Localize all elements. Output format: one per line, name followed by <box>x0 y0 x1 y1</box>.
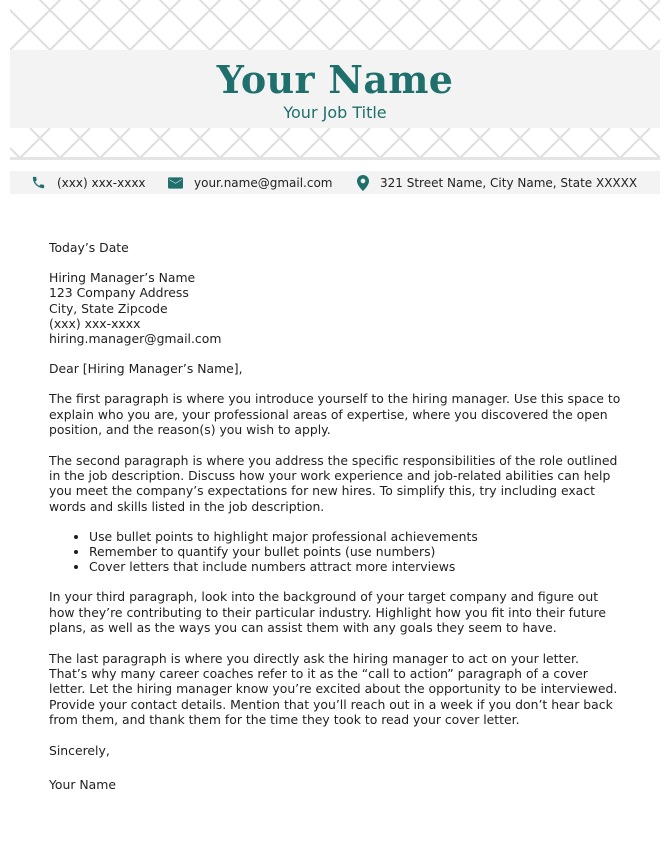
contact-email <box>168 171 333 194</box>
paragraph-company: In your third paragraph, look into the background of your target company and figure out how they’re contributing to their particular industry. Highlight how you fit into their future plans, as well as the ways you can assist them with any goals they seem to have. <box>49 589 606 635</box>
signature-name: Your Name <box>49 777 116 793</box>
name-box <box>10 50 660 128</box>
list-item: • Use bullet points to highlight major professional achievements <box>89 529 621 544</box>
list-item: • Cover letters that include numbers attract more interviews <box>89 559 621 574</box>
header-divider <box>10 157 660 160</box>
closing: Sincerely, <box>49 743 110 759</box>
letter-body <box>49 240 621 792</box>
paragraph-intro: The first paragraph is where you introduce yourself to the hiring manager. Use this space to explain who you are, your professional areas of expertise, where you discovered the open position, and the reason(s) you wish to apply. <box>49 391 621 437</box>
paragraph-responsibilities: The second paragraph is where you address the specific responsibilities of the role outlined in the job description. Discuss how your work experience and job-related abilities can help you meet the company’s expectations for new hires. To simplify this, try including exact words and skills listed in the job description. <box>49 453 618 514</box>
achievement-list <box>49 529 621 575</box>
letter-date: Today’s Date <box>49 240 129 255</box>
recipient-city: City, State Zipcode <box>49 300 168 316</box>
recipient-phone: (xxx) xxx-xxxx <box>49 315 141 331</box>
phone-icon <box>31 175 46 190</box>
salutation: Dear [Hiring Manager’s Name], <box>49 361 243 377</box>
recipient-address: 123 Company Address <box>49 285 189 301</box>
address-text: 321 Street Name, City Name, State XXXXX <box>380 175 638 190</box>
envelope-icon <box>168 177 183 189</box>
header-band <box>10 0 660 158</box>
email-text: your.name@gmail.com <box>194 175 333 190</box>
map-pin-icon <box>357 175 369 191</box>
contact-address <box>357 171 637 194</box>
contact-phone <box>31 171 146 194</box>
job-title: Your Job Title <box>283 103 387 122</box>
recipient-name: Hiring Manager’s Name <box>49 270 196 286</box>
phone-text: (xxx) xxx-xxxx <box>57 175 146 190</box>
recipient-block <box>49 270 621 346</box>
list-item: • Remember to quantify your bullet points (use numbers) <box>89 544 621 559</box>
applicant-name: Your Name <box>216 57 454 102</box>
contact-bar <box>10 171 660 194</box>
paragraph-call-to-action: The last paragraph is where you directly ask the hiring manager to act on your letter. That’s why many career coaches refer to it as the “call to action” paragraph of a cover letter. Let the hiring manager know you’re excited about the opportunity to be interviewed. Provide your contact details. Mention that you’ll reach out in a week if you don’t hear back from them, and thank them for the time they took to read your cover letter. <box>49 651 618 727</box>
recipient-email: hiring.manager@gmail.com <box>49 331 222 347</box>
